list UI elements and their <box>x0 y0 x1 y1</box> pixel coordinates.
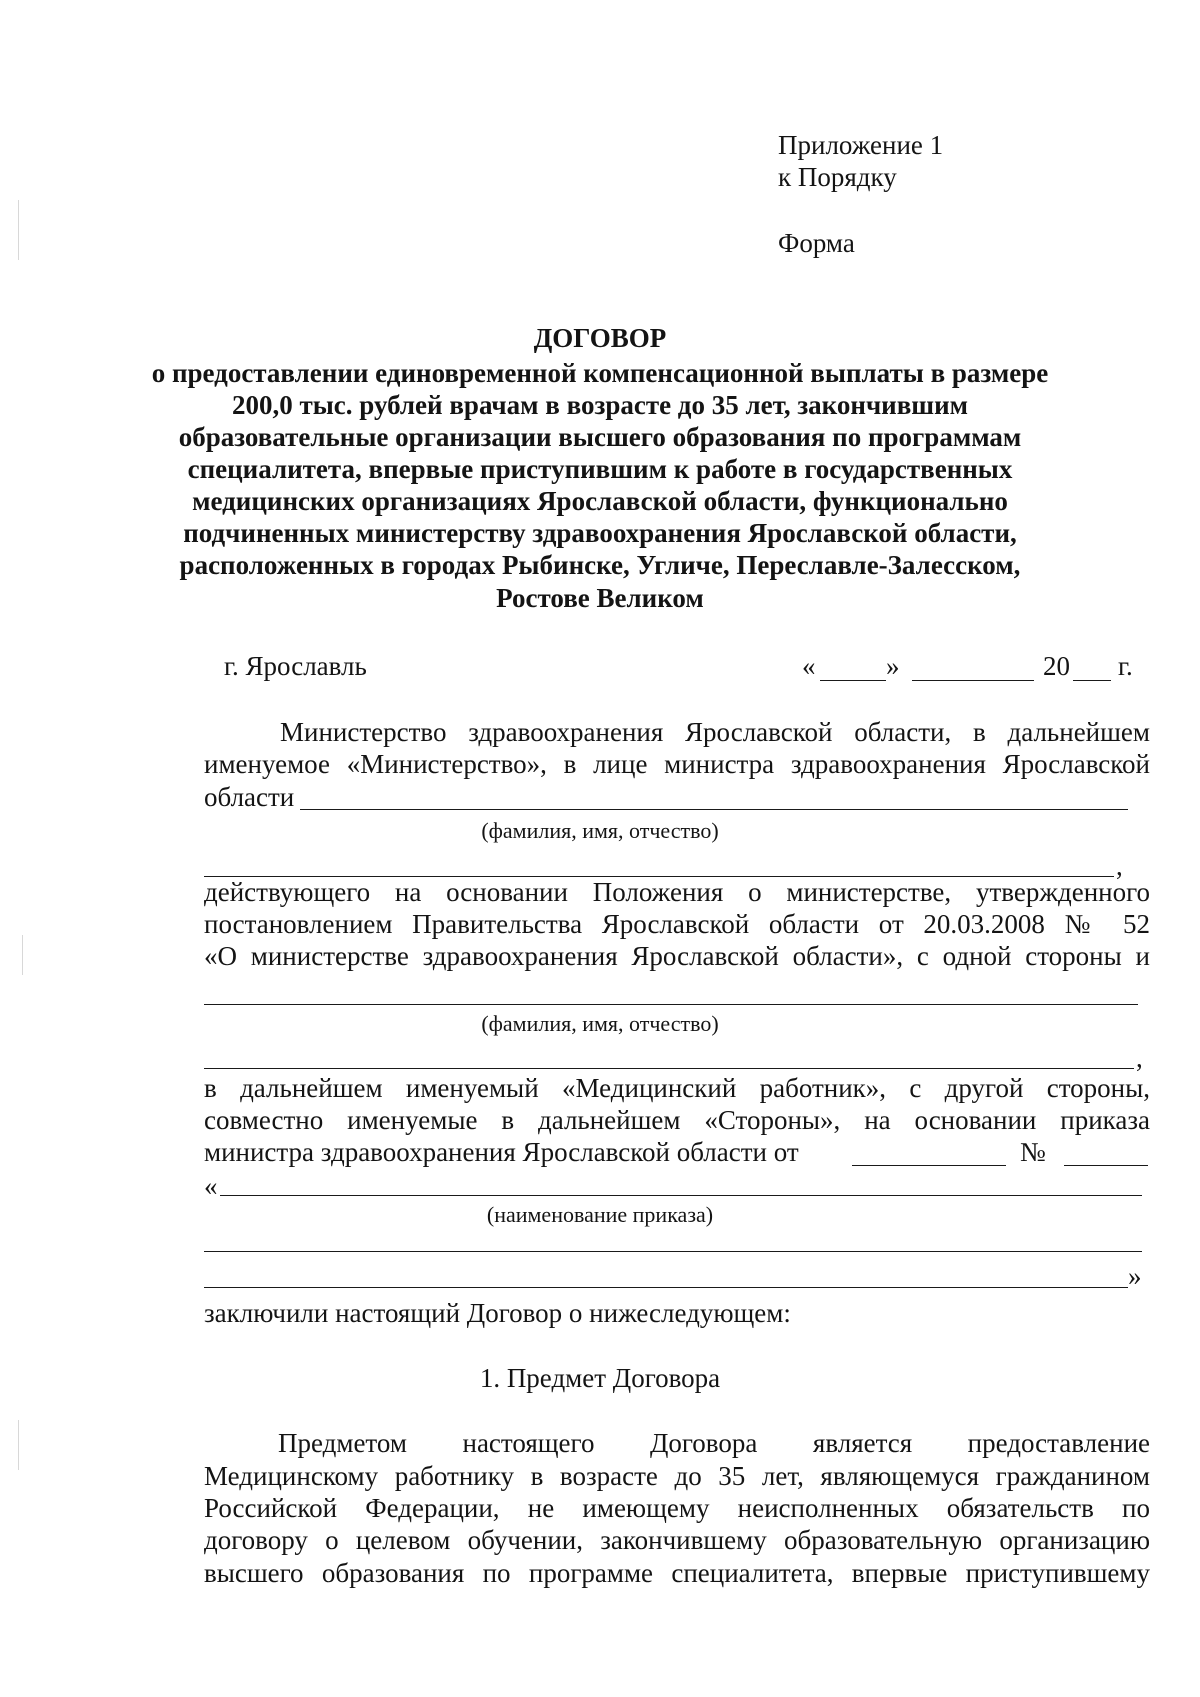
minister-name-blank <box>300 809 1128 810</box>
title-line: Ростове Великом <box>496 583 704 613</box>
order-quote-close: » <box>1128 1261 1142 1291</box>
preamble-line: области <box>204 782 295 812</box>
order-quote-open: « <box>204 1171 218 1201</box>
section-line: Медицинскому работнику в возрасте до 35 лет, являющемуся гражданином <box>204 1461 1150 1491</box>
to-order-label: к Порядку <box>778 162 897 192</box>
preamble-line: действующего на основании Положения о министерстве, утвержденного <box>204 877 1150 907</box>
city-label: г. Ярославль <box>224 651 367 681</box>
preamble-line: «О министерстве здравоохранения Ярославской области», с одной стороны и <box>204 941 1150 971</box>
date-quote-open: « <box>802 651 816 681</box>
year-suffix: г. <box>1118 651 1133 681</box>
title-line: специалитета, впервые приступившим к работе в государственных <box>187 454 1013 484</box>
title-line: 200,0 тыс. рублей врачам в возрасте до 35 лет, закончившим <box>231 390 969 420</box>
number-sign: № <box>1020 1137 1046 1167</box>
appendix-label: Приложение 1 <box>778 130 944 160</box>
preamble-line: совместно именуемые в дальнейшем «Стороны», на основании приказа <box>204 1105 1150 1135</box>
section-line: Российской Федерации, не имеющему неисполненных обязательств по <box>204 1493 1150 1523</box>
order-name-blank-3 <box>204 1287 1128 1288</box>
month-blank <box>912 680 1034 681</box>
preamble-line: именуемое «Министерство», в лице министра здравоохранения Ярославской <box>204 749 1150 779</box>
order-date-blank <box>852 1165 1006 1166</box>
preamble-line: Министерство здравоохранения Ярославской области, в дальнейшем <box>280 717 1150 747</box>
date-quote-close: » <box>886 651 900 681</box>
title-line: подчиненных министерству здравоохранения Ярославской области, <box>183 518 1017 548</box>
worker-name-blank <box>204 1004 1138 1005</box>
form-label: Форма <box>778 228 855 258</box>
caption-fio: (фамилия, имя, отчество) <box>481 1011 719 1036</box>
day-blank <box>820 680 886 681</box>
preamble-line: постановлением Правительства Ярославской области от 20.03.2008 № 52 <box>204 909 1150 939</box>
comma: , <box>1136 1043 1143 1073</box>
conclusion-line: заключили настоящий Договор о нижеследующем: <box>204 1298 791 1328</box>
caption-fio: (фамилия, имя, отчество) <box>481 818 719 843</box>
scan-mark <box>22 935 23 975</box>
title-line: медицинских организациях Ярославской области, функционально <box>192 486 1008 516</box>
document-title: ДОГОВОР <box>533 323 667 353</box>
year-blank <box>1073 680 1111 681</box>
section-heading: 1. Предмет Договора <box>479 1363 721 1393</box>
preamble-line: в дальнейшем именуемый «Медицинский работник», с другой стороны, <box>204 1073 1150 1103</box>
title-line: о предоставлении единовременной компенсационной выплаты в размере <box>151 358 1049 388</box>
comma: , <box>1116 851 1123 881</box>
order-number-blank <box>1064 1165 1148 1166</box>
year-prefix: 20 <box>1043 651 1070 681</box>
worker-name-blank-2 <box>204 1068 1134 1069</box>
title-line: расположенных в городах Рыбинске, Угличе, Переславле-Залесском, <box>179 550 1021 580</box>
section-line: высшего образования по программе специалитета, впервые приступившему <box>204 1558 1150 1588</box>
preamble-line: министра здравоохранения Ярославской области от <box>204 1137 799 1167</box>
section-line: Предметом настоящего Договора является предоставление <box>278 1428 1150 1458</box>
order-name-blank-2 <box>204 1251 1142 1252</box>
caption-order: (наименование приказа) <box>486 1202 714 1227</box>
order-name-blank <box>220 1195 1142 1196</box>
scan-mark <box>18 1420 19 1470</box>
section-line: договору о целевом обучении, закончившему образовательную организацию <box>204 1525 1150 1555</box>
title-line: образовательные организации высшего образования по программам <box>178 422 1022 452</box>
scan-mark <box>18 200 19 260</box>
